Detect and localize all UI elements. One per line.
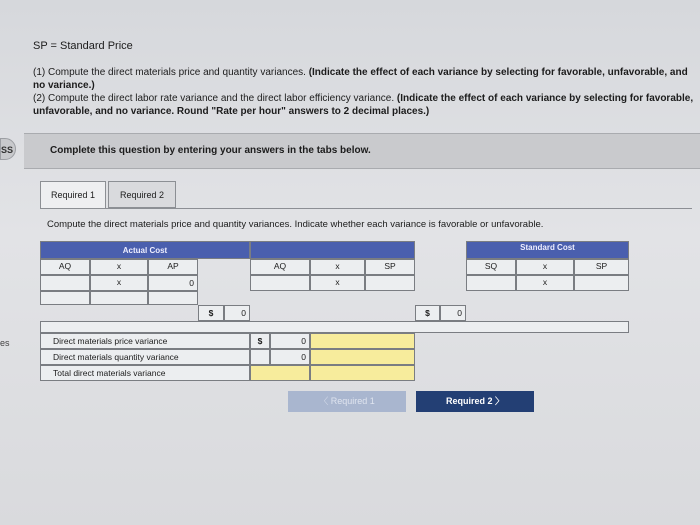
quantity-variance-amount: 0 [270,349,310,365]
sp-input-2[interactable] [574,275,629,291]
x-sign-1: x [90,275,148,291]
next-required-button[interactable]: Required 2 〉 [416,391,534,412]
total-variance-effect-select[interactable] [310,365,415,381]
instruction-banner [24,133,700,169]
aq-input[interactable] [40,275,90,291]
sp-definition: SP = Standard Price [33,40,133,52]
col-aq-1: AQ [40,259,90,275]
spacer-row [40,321,629,333]
ap-input[interactable]: 0 [148,275,198,291]
banner-text: Complete this question by entering your answers in the tabs below. [50,145,371,156]
side-label: es [0,338,10,348]
col-sp-2: SP [574,259,629,275]
variance-label-total: Total direct materials variance [40,365,250,381]
blank-cell [148,291,198,305]
total-variance-amount-input[interactable] [250,365,310,381]
actual-cost-total: 0 [224,305,250,321]
prev-required-button[interactable]: 〈 Required 1 [288,391,406,412]
middle-header [250,241,415,259]
blank-cell [250,349,270,365]
instructions [33,66,698,118]
quantity-variance-effect-select[interactable] [310,349,415,365]
variance-label-quantity: Direct materials quantity variance [40,349,250,365]
standard-cost-header: Standard Cost [466,241,629,259]
blank-cell [40,291,90,305]
tab-required-2[interactable]: Required 2 [108,181,176,208]
col-sp-1: SP [365,259,415,275]
instruction-2: (2) Compute the direct labor rate variance and the direct labor efficiency variance. (Indicate the effect of each variance by selecting for favorable, unfavorable, and no variance. Round "Rate per hour" answers to 2 decimal places.) [33,93,694,117]
price-variance-effect-select[interactable] [310,333,415,349]
col-ap: AP [148,259,198,275]
x-sign-3: x [516,275,574,291]
blank-cell [90,291,148,305]
col-x-3: x [516,259,574,275]
sp-input-1[interactable] [365,275,415,291]
dollar-sign-2: $ [415,305,440,321]
standard-total: 0 [440,305,466,321]
question-prompt: Compute the direct materials price and quantity variances. Indicate whether each variance is favorable or unfavorable. [47,219,544,230]
aq-input-2[interactable] [250,275,310,291]
actual-cost-header: Actual Cost [40,241,250,259]
variance-label-price: Direct materials price variance [40,333,250,349]
col-x-1: x [90,259,148,275]
col-x-2: x [310,259,365,275]
price-variance-amount: 0 [270,333,310,349]
tab-required-1[interactable]: Required 1 [40,181,106,209]
col-sq: SQ [466,259,516,275]
side-stub: SS [0,138,16,160]
sq-input[interactable] [466,275,516,291]
variance-grid [40,241,629,391]
x-sign-2: x [310,275,365,291]
dollar-sign-1: $ [198,305,224,321]
col-aq-2: AQ [250,259,310,275]
dollar-sign-3: $ [250,333,270,349]
instruction-1: (1) Compute the direct materials price and quantity variances. (Indicate the effect of each variance by selecting for favorable, unfavorable, and no variance.) [33,67,688,91]
